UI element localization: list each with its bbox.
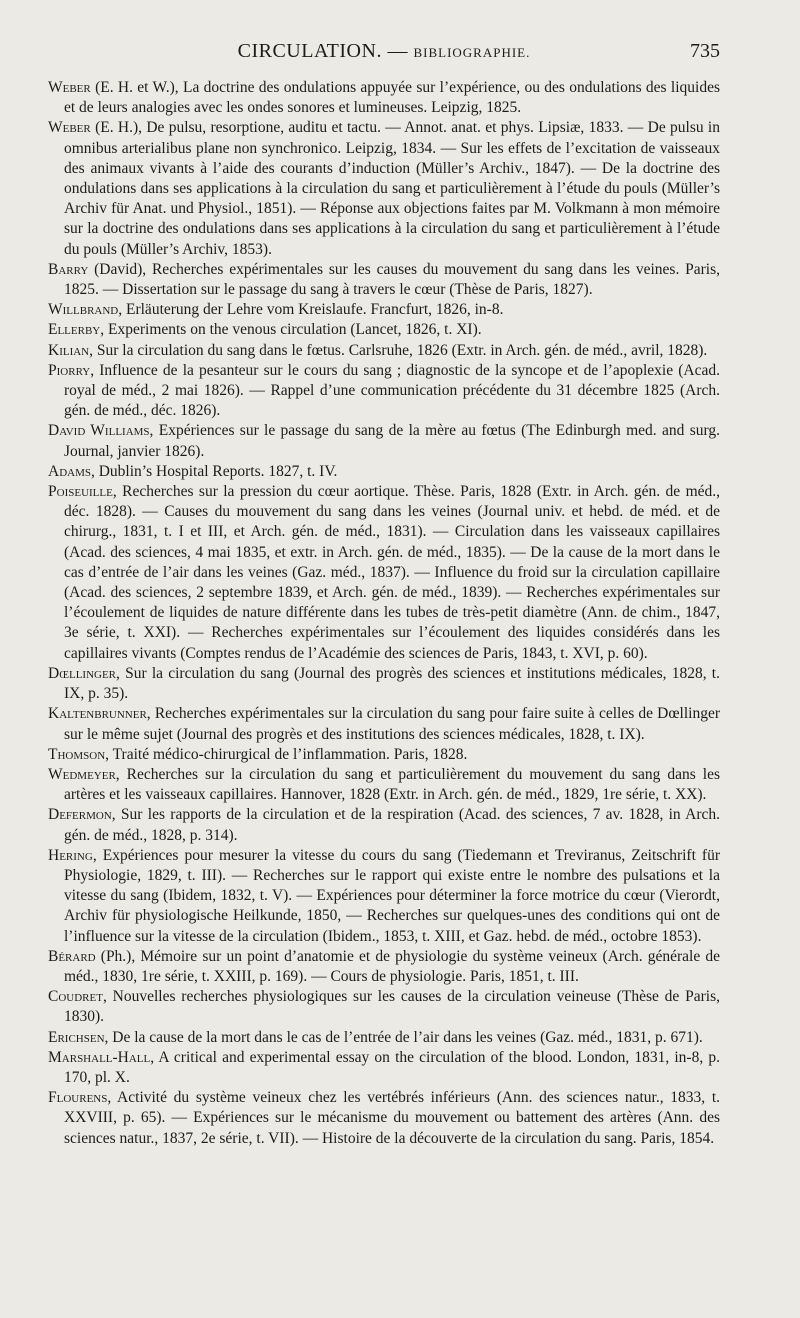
running-title-main: CIRCULATION. [237,40,382,62]
entry-text: , Traité médico-chirurgical de l’inflammation. Paris, 1828. [105,745,468,763]
entry-text: , Sur la circulation du sang dans le fœtus. Carlsruhe, 1826 (Extr. in Arch. gén. de méd., avril, 1828). [89,341,708,359]
entry-text: , Expériences pour mesurer la vitesse du cours du sang (Tiedemann et Treviranus, Zeitschrift für Physiologie, 1829, t. III). — Recherches sur le rapport qui existe entre le nombre des pulsations et la vitesse du sang (Ibidem, 1832, t. V). — Expériences pour déterminer la force motrice du cœur (Vierordt, Archiv für physiologische Heilkunde, 1850, — Recherches sur quelques-unes des conditions qui ont de l’influence sur la vitesse de la circulation (Ibidem., 1853, t. XIII, et Gaz. hebd. de méd., octobre 1853). [64,846,720,945]
bibliography-entry [48,947,720,987]
entry-text: , Sur la circulation du sang (Journal des progrès des sciences et institutions médicales, 1828, t. IX, p. 35). [64,664,720,703]
entry-author: Flourens [48,1089,108,1107]
page-header [48,40,720,70]
entry-author: Defermon [48,806,112,824]
bibliography-entry [48,260,720,300]
bibliography-entry [48,300,720,320]
bibliography-entry [48,78,720,118]
running-title-sub: BIBLIOGRAPHIE. [413,45,531,60]
entry-author: Coudret [48,988,103,1006]
entry-author: Marshall-Hall [48,1048,151,1066]
entry-author: Barry [48,260,89,278]
running-title [48,40,720,63]
entry-author: Adams [48,462,91,480]
bibliography-entry [48,987,720,1027]
bibliography-entry [48,361,720,422]
bibliography-entry [48,664,720,704]
entry-author: Willbrand [48,301,119,319]
entry-author: David Williams [48,422,150,440]
entry-author: Thomson [48,745,106,763]
entry-author: Ellerby [48,321,101,339]
entry-author: Weber [48,79,91,96]
entry-text: (E. H. et W.), La doctrine des ondulations appuyée sur l’expérience, ou des ondulations des liquides et de leurs analogies avec les ondes sonores et lumineuses. Leipzig, 1825. [64,79,720,117]
entry-author: Hering [48,846,93,864]
bibliography-list [48,78,720,1149]
entry-author: Bérard [48,947,96,965]
bibliography-entry [48,1088,720,1149]
entry-author: Weber [48,119,91,137]
entry-author: Wedmeyer [48,765,116,783]
entry-author: Kilian [48,341,90,359]
entry-text: , Influence de la pesanteur sur le cours du sang ; diagnostic de la syncope et de l’apoplexie (Acad. royal de méd., 2 mai 1826). — Rappel d’une communication précédente du 31 décembre 1825 (Arch. gén. de méd., déc. 1826). [64,361,720,420]
entry-text: , Dublin’s Hospital Reports. 1827, t. IV. [90,462,338,480]
bibliography-entry [48,765,720,805]
entry-text: (E. H.), De pulsu, resorptione, auditu et tactu. — Annot. anat. et phys. Lipsiæ, 1833. — De pulsu in omnibus arterialibus plane non synchronico. Leipzig, 1834. — Sur les effets de l’excitation de vaisseaux des animaux vivants à l’aide des courants d’induction (Müller’s Archiv., 1847). — De la doctrine des ondulations dans ses applications à la circulation du sang et particulièrement à l’étude du pouls (Müller’s Archiv für Anat. und Physiol., 1851). — Réponse aux objections faites par M. Volkmann à mon mémoire sur la doctrine des ondulations dans ses applications à la circulation du sang et particulièrement à l’étude du pouls (Müller’s Archiv, 1853). [64,119,720,258]
entry-text: (Ph.), Mémoire sur un point d’anatomie et de physiologie du système veineux (Arch. générale de méd., 1830, 1re série, t. XXIII, p. 169). — Cours de physiologie. Paris, 1851, t. III. [64,947,720,985]
entry-text: (David), Recherches expérimentales sur les causes du mouvement du sang dans les veines. Paris, 1825. — Dissertation sur le passage du sang à travers le cœur (Thèse de Paris, 1827). [64,260,720,299]
bibliography-entry [48,805,720,845]
entry-text: , De la cause de la mort dans le cas de l’entrée de l’air dans les veines (Gaz. méd., 1831, p. 671). [104,1028,703,1046]
entry-text: , Sur les rapports de la circulation et de la respiration (Acad. des sciences, 7 av. 1828, in Arch. gén. de méd., 1828, p. 314). [64,806,720,844]
entry-text: , A critical and experimental essay on the circulation of the blood. London, 1831, in-8, p. 170, pl. X. [64,1048,720,1086]
bibliography-entry [48,118,720,259]
entry-text: , Erläuterung der Lehre vom Kreislaufe. Francfurt, 1826, in-8. [118,301,504,319]
entry-author: Erichsen [48,1028,105,1046]
entry-text: , Expériences sur le passage du sang de la mère au fœtus (The Edinburgh med. and surg. Journal, janvier 1826). [64,422,720,460]
page-number: 735 [690,40,720,62]
running-title-separator: — [387,40,408,62]
entry-text: , Activité du système veineux chez les vertébrés inférieurs (Ann. des sciences natur., 1833, t. XXVIII, p. 65). — Expériences sur le mécanisme du mouvement ou battement des artères (Ann. des sciences natur., 1837, 2e série, t. VII). — Histoire de la découverte de la circulation du sang. Paris, 1854. [64,1089,720,1147]
bibliography-entry [48,704,720,744]
bibliography-entry [48,1048,720,1088]
entry-author: Kaltenbrunner [48,705,147,723]
entry-author: Dœllinger [48,664,117,682]
entry-text: , Recherches sur la pression du cœur aortique. Thèse. Paris, 1828 (Extr. in Arch. gén. de méd., déc. 1828). — Causes du mouvement du sang dans les veines (Journal univ. et hebd. de méd. et de chirurg., 1831, t. I et III, et Arch. gén. de méd., 1831). — Circulation dans les vaisseaux capillaires (Acad. des sciences, 4 mai 1835, et extr. in Arch. gén. de méd., 1835). — De la cause de la mort dans le cas d’entrée de l’air dans les veines (Gaz. méd., 1837). — Influence du froid sur la circulation capillaire (Acad. des sciences, 2 septembre 1839, et Arch. gén. de méd., 1839). — Recherches expérimentales sur l’écoulement de liquides de nature différente dans les tubes de très-petit diamètre (Ann. de chim., 1847, 3e série, t. XXI). — Recherches expérimentales sur l’écoulement des liquides considérés dans les capillaires vivants (Comptes rendus de l’Académie des sciences de Paris, 1843, t. XVI, p. 60). [64,483,720,662]
bibliography-entry [48,745,720,765]
bibliography-entry [48,341,720,361]
entry-text: , Recherches sur la circulation du sang et particulièrement du mouvement du sang dans les artères et les vaisseaux capillaires. Hannover, 1828 (Extr. in Arch. gén. de méd., 1829, 1re série, t. XX). [64,765,720,804]
bibliography-entry [48,846,720,947]
entry-text: , Nouvelles recherches physiologiques sur les causes de la circulation veineuse (Thèse de Paris, 1830). [64,988,720,1026]
bibliography-entry [48,462,720,482]
bibliography-entry [48,482,720,664]
entry-author: Piorry [48,361,91,379]
bibliography-entry [48,320,720,340]
bibliography-entry [48,421,720,461]
entry-text: , Experiments on the venous circulation (Lancet, 1826, t. XI). [100,321,482,339]
entry-text: , Recherches expérimentales sur la circulation du sang pour faire suite à celles de Dœllinger sur le même sujet (Journal des progrès et des institutions des sciences médicales, 1828, t. IX). [64,705,720,743]
entry-author: Poiseuille [48,483,113,501]
bibliography-entry [48,1028,720,1048]
